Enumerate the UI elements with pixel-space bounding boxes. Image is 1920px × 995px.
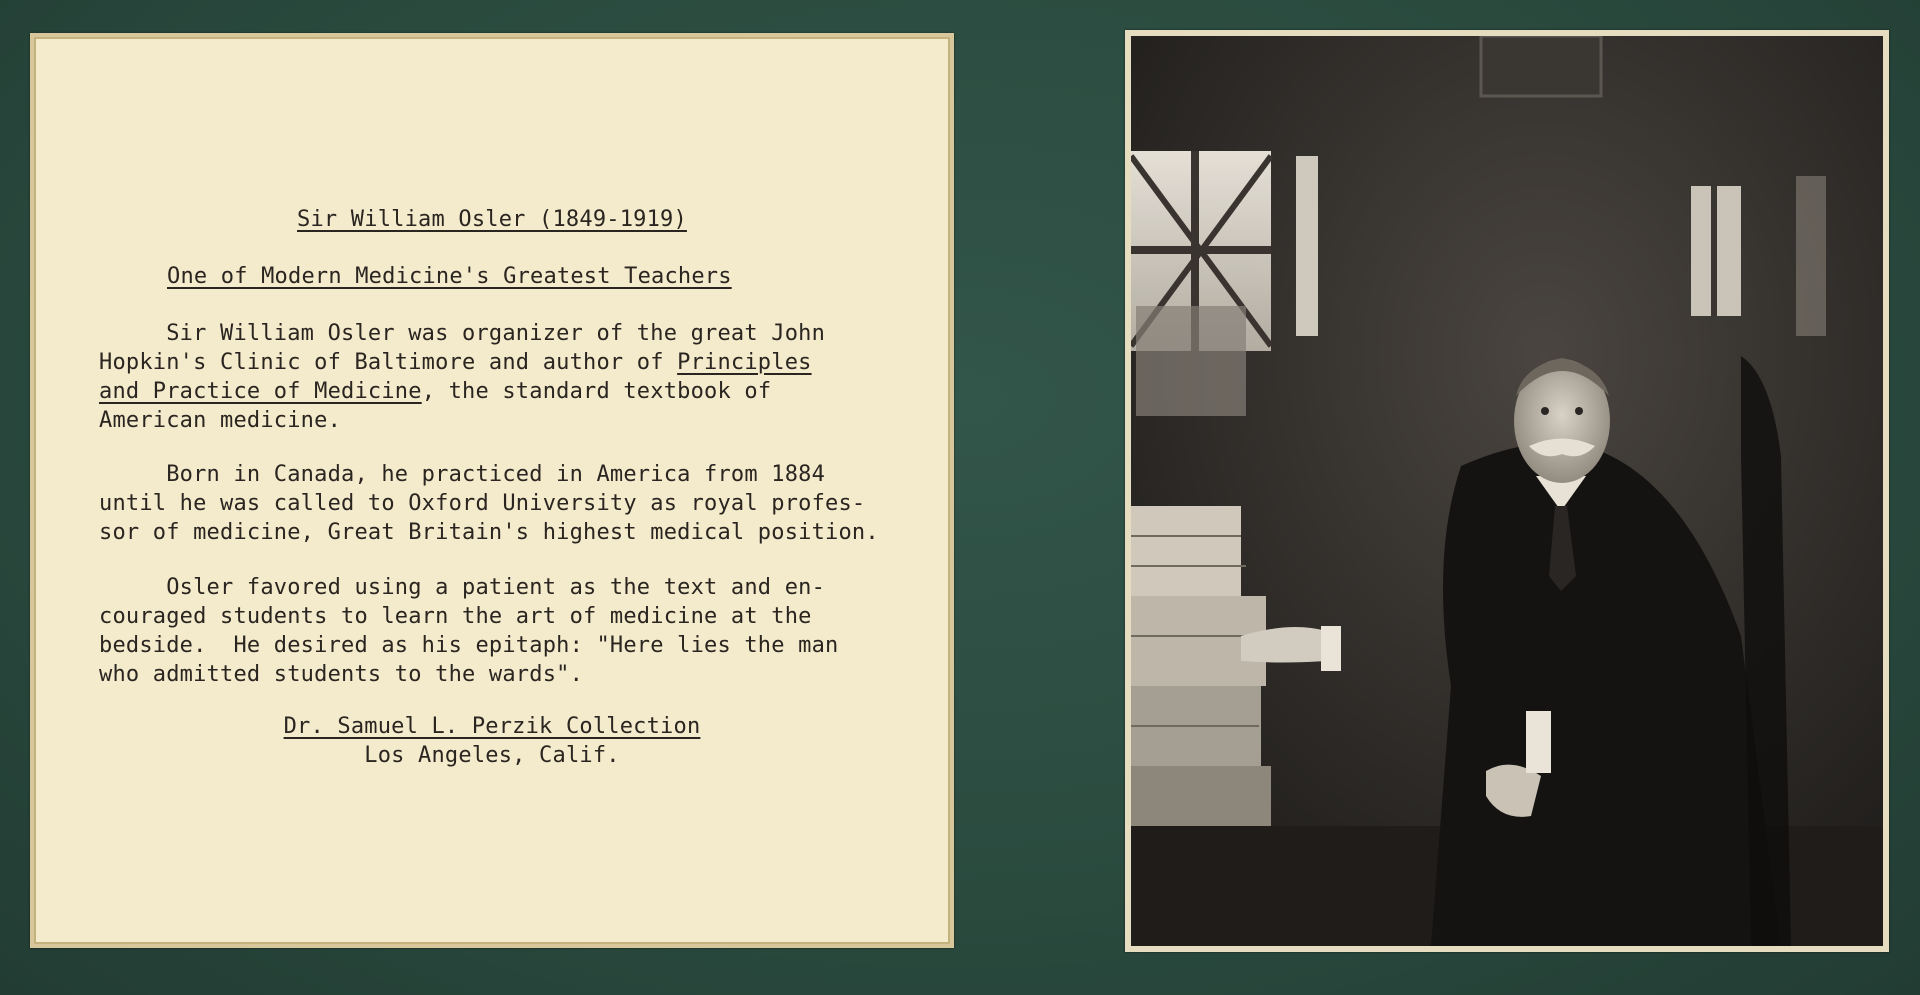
collection-location: Los Angeles, Calif. [364, 743, 620, 768]
collection-credit [30, 712, 954, 741]
title-text: Sir William Osler (1849-1919) [297, 207, 687, 232]
portrait-photo-graphic [1131, 36, 1883, 946]
p3-line4: who admitted students to the wards". [99, 662, 584, 687]
book-title-part1: Principles [677, 350, 812, 375]
page-title [30, 205, 954, 234]
p1-line2: Hopkin's Clinic of Baltimore and author of [99, 350, 678, 375]
paragraph-born-in-canada [99, 460, 919, 547]
subtitle-text: One of Modern Medicine's Greatest Teachers [167, 264, 732, 289]
book-title-part2: and Practice of Medicine [99, 379, 422, 404]
p2-line2: until he was called to Oxford University as royal profes- [99, 491, 866, 516]
typed-description-card [30, 33, 954, 948]
p3-line1: Osler favored using a patient as the text and en- [99, 575, 826, 600]
p3-line3: bedside. He desired as his epitaph: "Here lies the man [99, 633, 839, 658]
collection-text: Dr. Samuel L. Perzik Collection [283, 714, 701, 739]
p1-line3-rest: , the standard textbook of [421, 379, 772, 404]
p2-line1: Born in Canada, he practiced in America from 1884 [99, 462, 826, 487]
p1-line4: American medicine. [99, 408, 342, 433]
portrait-photograph [1131, 36, 1883, 946]
p1-line1: Sir William Osler was organizer of the great John [99, 321, 826, 346]
paragraph-epitaph [99, 573, 919, 689]
p2-line3: sor of medicine, Great Britain's highest medical position. [99, 520, 879, 545]
subtitle [167, 262, 732, 291]
p3-line2: couraged students to learn the art of medicine at the [99, 604, 812, 629]
paragraph-organizer [99, 319, 919, 435]
